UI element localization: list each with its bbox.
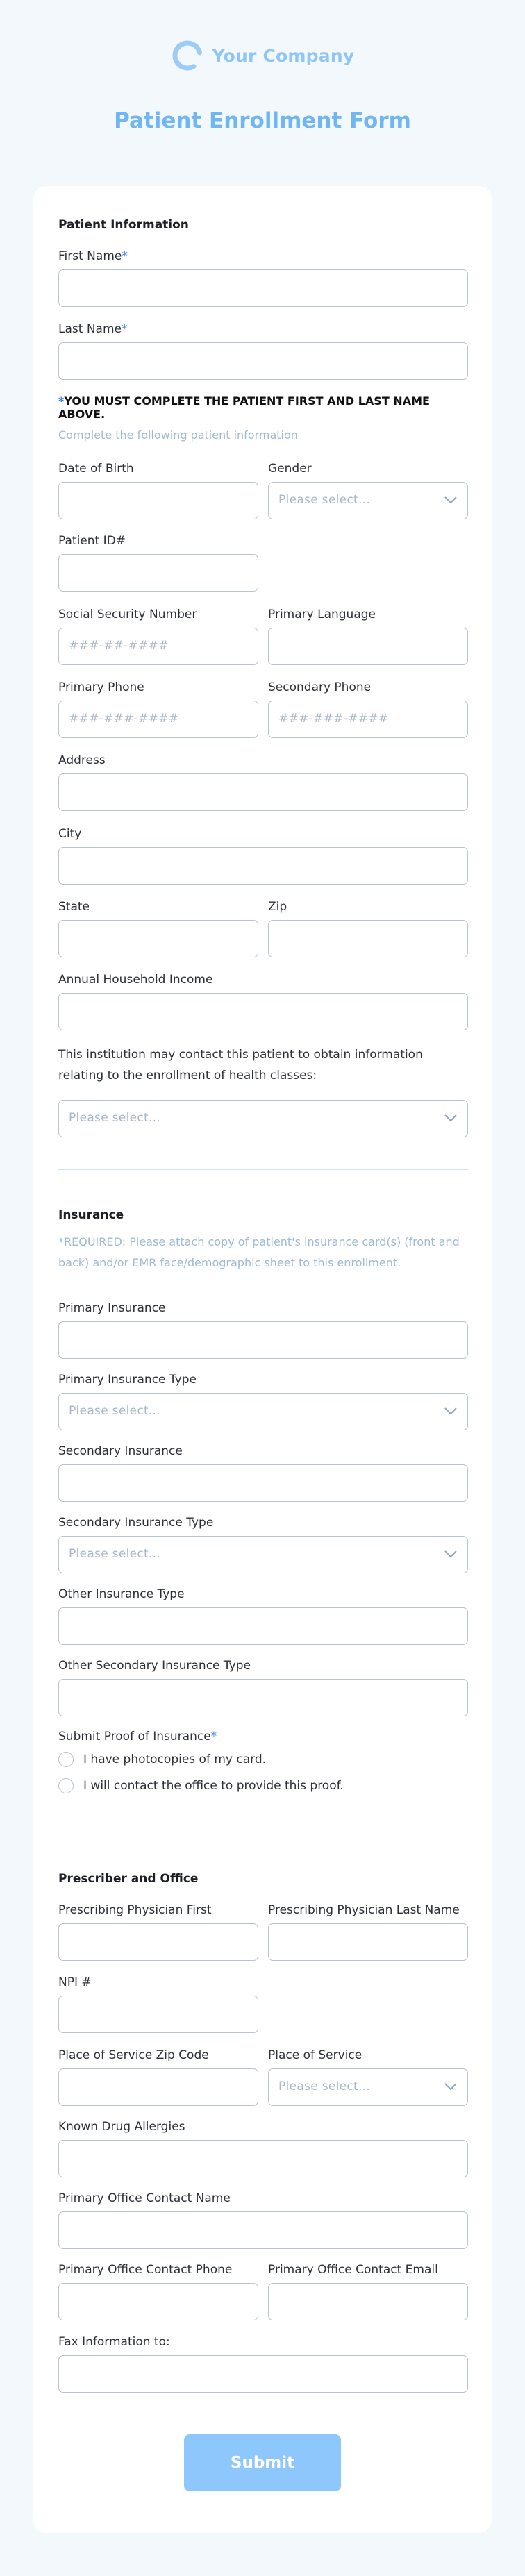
submit-button[interactable]: Submit: [184, 2434, 341, 2491]
chevron-down-icon: [444, 2082, 458, 2091]
patient-section: [58, 218, 468, 232]
contact-consent-select[interactable]: Please select...: [58, 1100, 468, 1137]
contact-consent-label: This institution may contact this patient to obtain information relating to the enrollment of health classes:: [58, 1048, 423, 1082]
primary-insurance-field: Primary Insurance: [58, 1300, 468, 1363]
chevron-down-icon: [444, 495, 458, 505]
zip-input[interactable]: [268, 920, 468, 957]
radio-button[interactable]: [58, 1778, 74, 1793]
income-input[interactable]: [58, 993, 468, 1030]
last-name-input[interactable]: [58, 342, 468, 380]
address-field: Address: [58, 753, 468, 815]
physician-last-input[interactable]: [268, 1923, 468, 1961]
dob-input[interactable]: [58, 482, 258, 519]
secondary-insurance-type-field: Secondary Insurance Type Please select...: [58, 1515, 468, 1578]
office-contact-phone-field: Primary Office Contact Phone: [58, 2262, 258, 2325]
drug-allergies-field: Known Drug Allergies: [58, 2119, 468, 2182]
radio-button[interactable]: [58, 1752, 74, 1767]
other-insurance-type-field: Other Insurance Type: [58, 1587, 468, 1649]
other-insurance-type-input[interactable]: [58, 1607, 468, 1645]
last-name-label: Last Name*: [58, 322, 128, 336]
proof-of-insurance-label: Submit Proof of Insurance*: [58, 1730, 217, 1743]
office-contact-phone-input[interactable]: [58, 2283, 258, 2320]
city-input[interactable]: [58, 847, 468, 885]
form-title: Patient Enrollment Form: [114, 108, 411, 133]
npi-field: NPI #: [58, 1975, 258, 2037]
primary-phone-input[interactable]: ###-###-####: [58, 701, 258, 738]
proof-of-insurance-group: [58, 1729, 468, 1796]
office-contact-email-field: Primary Office Contact Email: [268, 2262, 468, 2325]
prescriber-section: [58, 1872, 468, 1886]
other-secondary-insurance-type-input[interactable]: [58, 1679, 468, 1716]
chevron-down-icon: [444, 1406, 458, 1416]
place-of-service-select[interactable]: Please select...: [268, 2068, 468, 2106]
place-of-service-field: Place of Service Please select...: [268, 2048, 468, 2110]
city-field: City: [58, 826, 468, 889]
office-contact-name-field: Primary Office Contact Name: [58, 2191, 468, 2253]
npi-input[interactable]: [58, 1996, 258, 2033]
section-title-insurance: Insurance: [58, 1208, 124, 1222]
zip-field: Zip: [268, 899, 468, 962]
income-field: Annual Household Income: [58, 972, 468, 1035]
form-card: [33, 186, 492, 2533]
patient-id-field: Patient ID#: [58, 533, 258, 596]
contact-consent-field: [58, 1044, 468, 1141]
secondary-phone-field: Secondary Phone ###-###-####: [268, 680, 468, 742]
primary-insurance-type-field: Primary Insurance Type Please select...: [58, 1372, 468, 1435]
company-logo: [0, 39, 525, 72]
page-header: [0, 0, 525, 186]
office-contact-name-input[interactable]: [58, 2211, 468, 2249]
patient-id-input[interactable]: [58, 554, 258, 592]
fax-input[interactable]: [58, 2355, 468, 2393]
last-name-field: [58, 321, 468, 384]
other-secondary-insurance-type-field: Other Secondary Insurance Type: [58, 1658, 468, 1721]
primary-language-field: Primary Language: [268, 607, 468, 669]
physician-last-field: Prescribing Physician Last Name: [268, 1902, 468, 1965]
primary-insurance-input[interactable]: [58, 1321, 468, 1359]
logo-ring-icon: [171, 39, 204, 72]
dob-field: Date of Birth: [58, 461, 258, 524]
state-field: State: [58, 899, 258, 962]
proof-option-contact-office[interactable]: I will contact the office to provide this proof.: [58, 1776, 468, 1796]
complete-hint: Complete the following patient information: [58, 428, 298, 442]
section-title-prescriber: Prescriber and Office: [58, 1872, 199, 1886]
service-zip-field: Place of Service Zip Code: [58, 2048, 258, 2110]
drug-allergies-input[interactable]: [58, 2140, 468, 2177]
service-zip-input[interactable]: [58, 2068, 258, 2106]
insurance-section: [58, 1208, 468, 1273]
proof-option-photocopies[interactable]: I have photocopies of my card.: [58, 1750, 468, 1769]
primary-language-input[interactable]: [268, 628, 468, 665]
secondary-insurance-type-select[interactable]: Please select...: [58, 1536, 468, 1573]
physician-first-field: Prescribing Physician First: [58, 1902, 258, 1965]
name-required-notice: *YOU MUST COMPLETE THE PATIENT FIRST AND LAST NAME ABOVE. Complete the following patient information: [58, 394, 468, 446]
section-title-patient: Patient Information: [58, 218, 189, 232]
first-name-field: [58, 249, 468, 311]
first-name-label: First Name*: [58, 249, 128, 263]
ssn-input[interactable]: ###-##-####: [58, 628, 258, 665]
insurance-required-note: *REQUIRED: Please attach copy of patient's insurance card(s) (front and back) and/or EMR face/demographic sheet to this enrollment.: [58, 1235, 460, 1269]
primary-phone-field: Primary Phone ###-###-####: [58, 680, 258, 742]
state-input[interactable]: [58, 920, 258, 957]
chevron-down-icon: [444, 1549, 458, 1559]
section-divider: [58, 1169, 468, 1170]
gender-select[interactable]: Please select...: [268, 482, 468, 519]
secondary-insurance-field: Secondary Insurance: [58, 1444, 468, 1506]
gender-field: Gender Please select...: [268, 461, 468, 524]
office-contact-email-input[interactable]: [268, 2283, 468, 2320]
physician-first-input[interactable]: [58, 1923, 258, 1961]
address-input[interactable]: [58, 773, 468, 811]
primary-insurance-type-select[interactable]: Please select...: [58, 1393, 468, 1430]
ssn-field: Social Security Number ###-##-####: [58, 607, 258, 669]
first-name-input[interactable]: [58, 269, 468, 307]
chevron-down-icon: [444, 1113, 458, 1123]
company-name: Your Company: [212, 45, 355, 66]
secondary-phone-input[interactable]: ###-###-####: [268, 701, 468, 738]
fax-field: Fax Information to:: [58, 2334, 468, 2397]
secondary-insurance-input[interactable]: [58, 1464, 468, 1502]
